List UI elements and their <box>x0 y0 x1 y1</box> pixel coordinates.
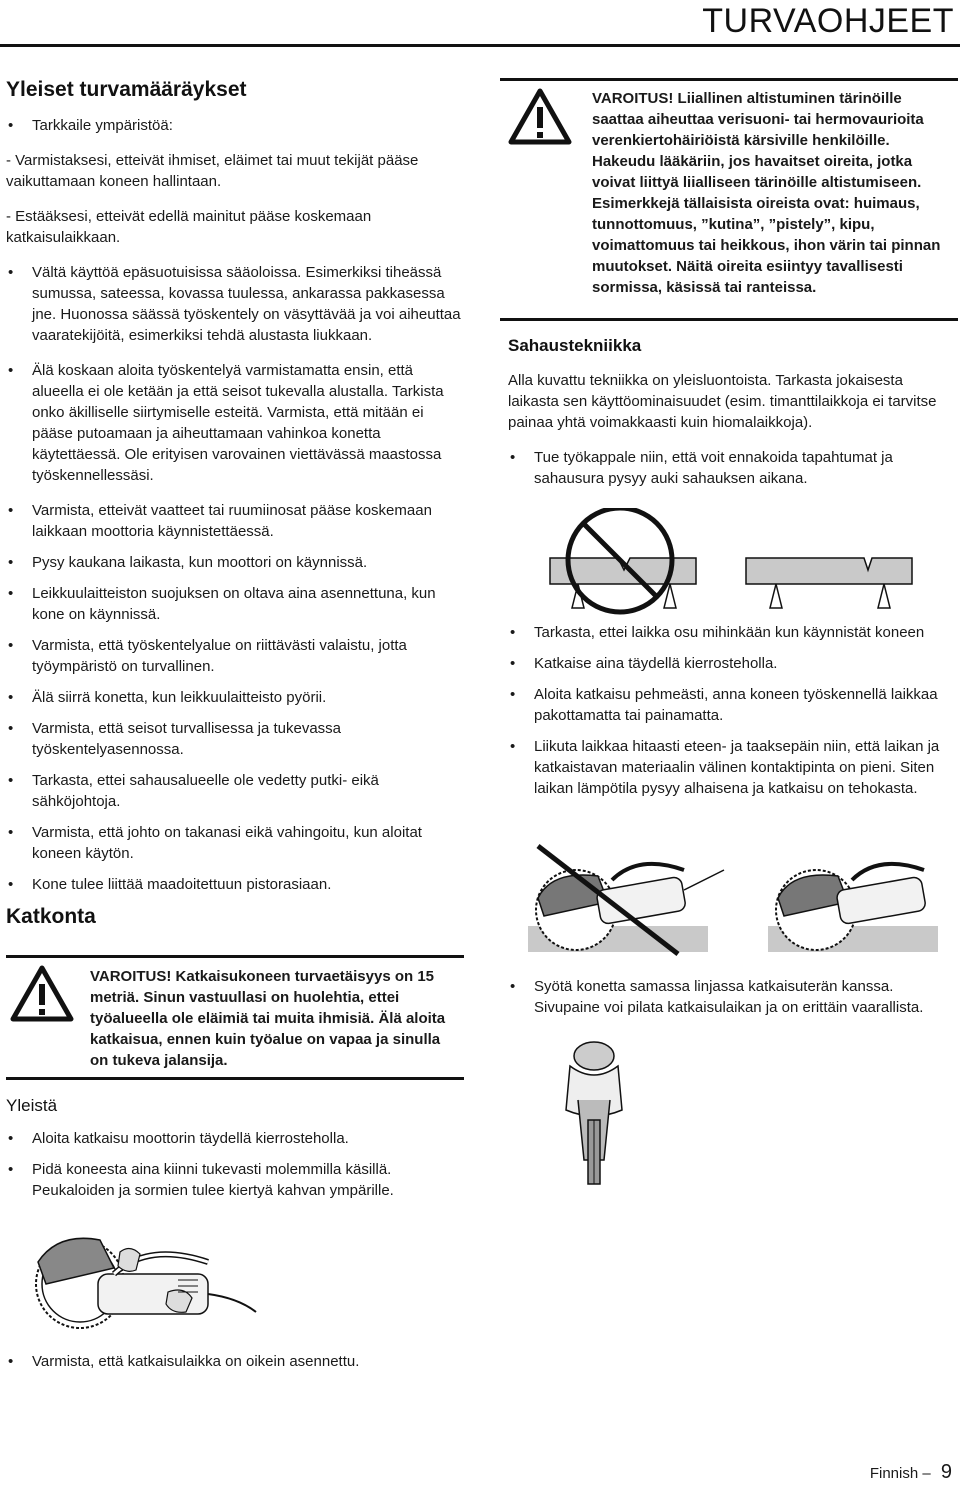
right-column-technique-2 <box>508 622 954 809</box>
warning-rule-top <box>6 955 464 958</box>
illustration-cutting-angle <box>508 840 948 960</box>
list-item: • Syötä konetta samassa linjassa katkaisuterän kanssa. Sivupaine voi pilata katkaisulaikan ja on erittäin vaarallista. <box>510 978 924 1016</box>
list-item: • Tarkasta, ettei laikka osu mihinkään kun käynnistät koneen <box>510 624 925 641</box>
list-item: • Varmista, että johto on takanasi eikä vahingoitu, kun aloitat koneen käytön. <box>8 824 422 862</box>
list-item: • Tarkasta, ettei sahausalueelle ole vedetty putki- eikä sähköjohtoja. <box>8 772 379 810</box>
header-rule <box>0 44 960 47</box>
list-item: • Leikkuulaitteiston suojuksen on oltava aina asennettuna, kun kone on käynnissä. <box>8 585 436 623</box>
list-item: • Pidä koneesta aina kiinni tukevasti molemmilla käsillä. Peukaloiden ja sormien tulee kiertyä kahvan ympärille. <box>8 1161 394 1199</box>
section-title-general-safety: Yleiset turvamääräykset <box>6 78 247 101</box>
list-item: • Älä koskaan aloita työskentelyä varmistamatta ensin, että alueella ei ole ketään ja että seisot tukevalla alustalla. Tarkista onko äkilliselle siirtymiselle esteitä. Varmista, että mitään ei pääse putoamaan ja aiheuttamaan vahinkoa konetta käytettäessä. Ole erityisen varovainen viettävässä maastossa työskennellessäsi. <box>8 362 444 484</box>
list-item: • Varmista, että seisot turvallisessa ja tukevassa työskentelyasennossa. <box>8 720 342 758</box>
list-item: • Aloita katkaisu moottorin täydellä kierrosteholla. <box>8 1130 349 1147</box>
footer-language: Finnish <box>869 1465 919 1482</box>
warning-triangle-icon <box>10 965 74 1023</box>
warning-rule-bottom <box>6 1077 464 1080</box>
page-number: 9 <box>940 1461 952 1483</box>
paragraph: - Estääksesi, etteivät edellä mainitut pääse koskemaan katkaisulaikkaan. <box>6 208 372 246</box>
right-column-technique-3 <box>508 976 954 1028</box>
list-item: • Kone tulee liittää maadoitettuun pistorasiaan. <box>8 876 332 893</box>
list-item: • Pysy kaukana laikasta, kun moottori on käynnissä. <box>8 554 368 571</box>
warning-text-vibration: VAROITUS! Liiallinen altistuminen tärinöille saattaa aiheuttaa verisuoni- tai hermovaurioita verenkiertohäiriöistä kärsiville henkilöille. Hakeudu lääkäriin, jos havaitset oireita, jotka voivat liittyä liialliseen tärinöille altistumiseen. Esimerkkejä tällaisista oireista ovat: huimaus, tunnottomuus, ”kutina”, ”pistely”, kipu, voimattomuus tai heikkous, ihon värin tai pinnan muutokset. Näitä oireita esiintyy tavallisesti sormissa, käsissä tai ranteissa. <box>592 90 941 296</box>
paragraph: - Varmistaksesi, etteivät ihmiset, eläimet tai muut tekijät pääse vaikuttamaan koneen hallintaan. <box>6 152 419 190</box>
warning-rule-top <box>500 78 958 81</box>
section-title-cutting: Katkonta <box>6 905 96 928</box>
list-item: • Tue työkappale niin, että voit ennakoida tapahtumat ja sahausura pysyy auki sahauksen aikana. <box>510 449 893 487</box>
list-item: • Varmista, että katkaisulaikka on oikein asennettu. <box>8 1353 360 1370</box>
paragraph: Alla kuvattu tekniikka on yleisluontoista. Tarkasta jokaisesta laikasta sen käyttöominaisuudet (esim. timanttilaikkoja ei tarvitse painaa yhtä voimakkaasti kuin hiomalaikkoja). <box>508 372 937 431</box>
list-item: • Katkaise aina täydellä kierrosteholla. <box>510 655 778 672</box>
warning-text-safety-distance: VAROITUS! Katkaisukoneen turvaetäisyys on 15 metriä. Sinun vastuullasi on huolehtia, ettei työalueella ole eläimiä tai muita ihmisiä. Älä aloita katkaisua, ennen kuin työalue on vapaa ja sinulla on tukeva jalansija. <box>90 968 446 1069</box>
warning-triangle-icon <box>508 88 572 146</box>
page-header-title: TURVAOHJEET <box>702 2 954 40</box>
section-title-cutting-technique: Sahaustekniikka <box>508 336 642 355</box>
subsection-title-general: Yleistä <box>6 1096 58 1115</box>
page-footer <box>870 1461 952 1484</box>
list-item: • Varmista, etteivät vaatteet tai ruumiinosat pääse koskemaan laikkaan moottoria käynnistettäessä. <box>8 502 432 540</box>
illustration-grip-cutter <box>28 1222 258 1342</box>
list-item: • Älä siirrä konetta, kun leikkuulaitteisto pyörii. <box>8 689 327 706</box>
illustration-workpiece-support <box>520 508 940 618</box>
left-column-general-cutting <box>6 1128 468 1211</box>
illustration-operator-top-view <box>548 1040 638 1190</box>
list-item: • Tarkkaile ympäristöä: <box>8 117 173 134</box>
right-column-technique <box>508 370 954 499</box>
list-item: • Liikuta laikkaa hitaasti eteen- ja taaksepäin niin, että laikan ja katkaistavan materiaalin välinen kontaktipinta on pieni. Siten laikan lämpötila pysyy alhaisena ja katkaisu on tehokasta. <box>510 738 940 797</box>
list-item: • Vältä käyttöä epäsuotuisissa sääoloissa. Esimerkiksi tiheässä sumussa, sateessa, kovassa tuulessa, ankarassa pakkasessa jne. Huonossa säässä työskentely on väsyttävää ja voi aiheuttaa vaaratekijöitä, esimerkiksi tehdä alustasta liukkaan. <box>8 264 461 344</box>
left-column-final <box>6 1351 468 1382</box>
warning-rule-bottom <box>500 318 958 321</box>
footer-dash: – <box>922 1465 931 1482</box>
left-column-general <box>6 115 468 905</box>
list-item: • Aloita katkaisu pehmeästi, anna koneen työskennellä laikkaa pakottamatta tai painamatta. <box>510 686 938 724</box>
list-item: • Varmista, että työskentelyalue on riittävästi valaistu, jotta työympäristö on turvallinen. <box>8 637 407 675</box>
